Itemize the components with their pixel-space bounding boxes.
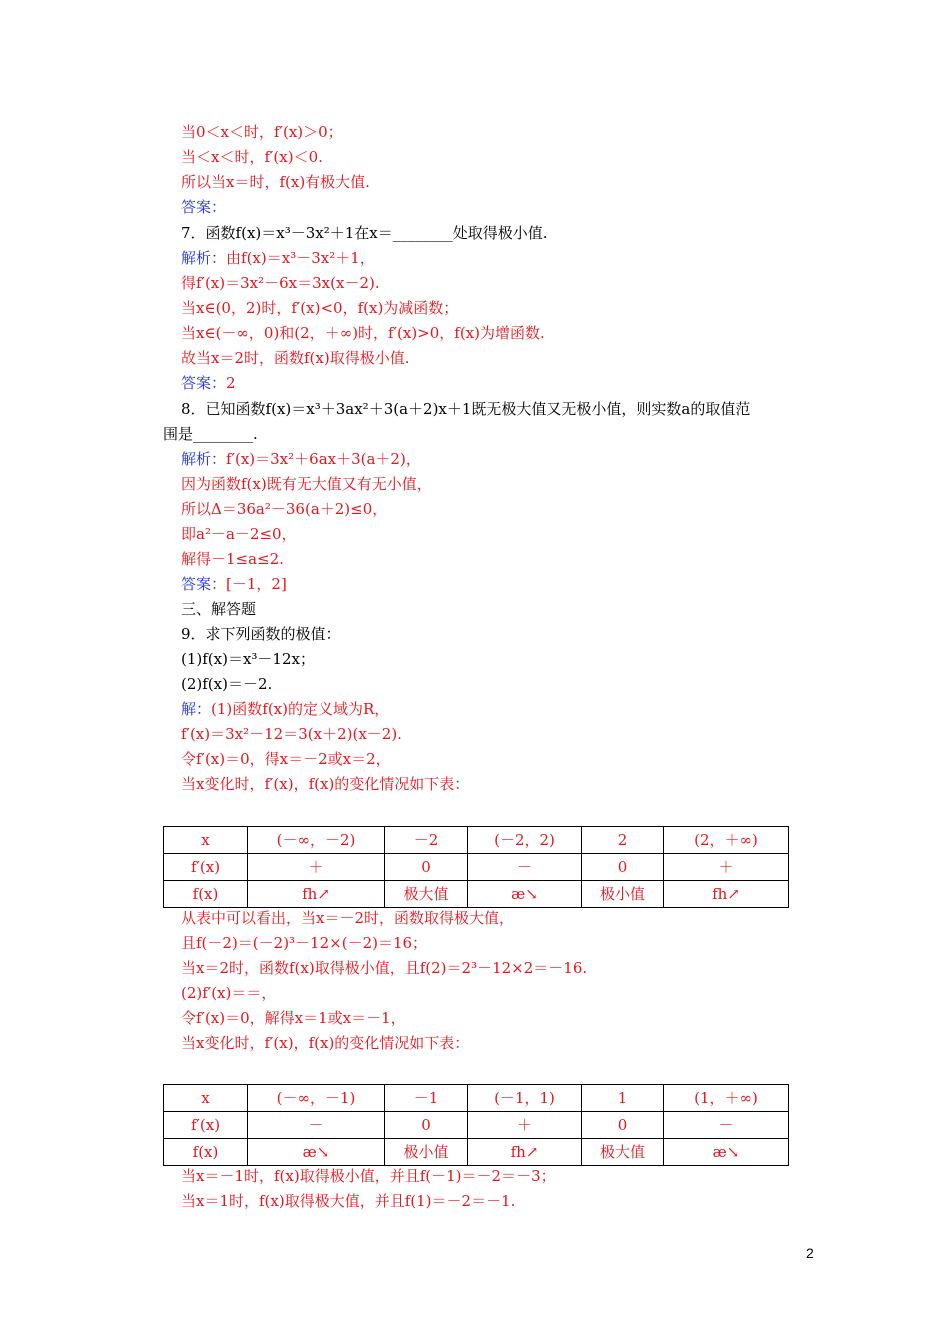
text-line: (2)f′(x)＝＝， [181, 984, 277, 1002]
text-line: 所以当x＝时，f(x)有极大值. [181, 173, 370, 191]
text-line: 所以Δ＝36a²－36(a＋2)≤0， [181, 500, 388, 518]
text-line: 故当x＝2时，函数f(x)取得极小值. [181, 349, 410, 367]
table-cell: f′(x) [164, 1112, 248, 1139]
text-line: 令f′(x)＝0，解得x＝1或x＝－1， [181, 1009, 406, 1027]
table-cell: － [664, 1112, 789, 1139]
text-line: 得f′(x)＝3x²－6x＝3x(x－2). [181, 274, 380, 292]
text-line: 当x∈(0，2)时，f′(x)<0，f(x)为减函数； [181, 299, 459, 317]
text-line: 9．求下列函数的极值： [181, 625, 341, 643]
text-line: 且f(－2)＝(－2)³－12×(－2)＝16； [181, 934, 428, 952]
table-cell: æ↘ [468, 881, 582, 908]
table-row [164, 1139, 789, 1166]
text-line: 令f′(x)＝0，得x＝－2或x＝2， [181, 750, 391, 768]
table-variation-2 [163, 1084, 789, 1166]
text-line: 当x∈(－∞，0)和(2，＋∞)时，f′(x)>0，f(x)为增函数. [181, 324, 545, 342]
table-cell: æ↘ [248, 1139, 385, 1166]
table-cell: f(x) [164, 1139, 248, 1166]
table-cell: ＋ [468, 1112, 582, 1139]
table-cell: 1 [582, 1085, 664, 1112]
text-line: f′(x)＝3x²－12＝3(x＋2)(x－2). [181, 725, 402, 743]
text-line: 围是________. [163, 425, 258, 443]
text-line: 当0＜x＜时，f′(x)＞0； [181, 123, 343, 141]
text-line: 答案：[－1，2] [181, 575, 287, 593]
text-line: 解析：f′(x)＝3x²＋6ax＋3(a＋2)， [181, 450, 421, 468]
table-cell: 极大值 [582, 1139, 664, 1166]
table-cell: (－1，1) [468, 1085, 582, 1112]
table-cell: (1，＋∞) [664, 1085, 789, 1112]
text-line: 8．已知函数f(x)＝x³＋3ax²＋3(a＋2)x＋1既无极大值又无极小值，则实数a的取值范 [181, 400, 751, 418]
text-line: 解：(1)函数f(x)的定义域为R， [181, 700, 390, 718]
page-number: 2 [806, 1245, 814, 1261]
text-line: 当x＝－1时，f(x)取得极小值，并且f(－1)＝－2＝－3； [181, 1167, 556, 1185]
table-cell: － [248, 1112, 385, 1139]
table-cell: － [468, 854, 582, 881]
table-cell: f(x) [164, 881, 248, 908]
text-line: 当x＝1时，f(x)取得极大值，并且f(1)＝－2＝－1. [181, 1192, 516, 1210]
text-line: 从表中可以看出，当x＝－2时，函数取得极大值， [181, 909, 515, 927]
table-row [164, 1112, 789, 1139]
table-cell: 0 [582, 854, 664, 881]
table-cell: æ↘ [664, 1139, 789, 1166]
table-cell: ＋ [664, 854, 789, 881]
text-line: 答案：2 [181, 374, 236, 392]
text-line: 7．函数f(x)＝x³－3x²＋1在x＝________处取得极小值. [181, 224, 548, 242]
table-cell: 极小值 [385, 1139, 468, 1166]
text-line: 解得－1≤a≤2. [181, 550, 284, 568]
text-line: 当x＝2时，函数f(x)取得极小值，且f(2)＝2³－12×2＝－16. [181, 959, 588, 977]
table-cell: f′(x) [164, 854, 248, 881]
table-row [164, 881, 789, 908]
table-row [164, 827, 789, 854]
table-cell: (－∞，－1) [248, 1085, 385, 1112]
table-row [164, 1085, 789, 1112]
text-line: (2)f(x)＝－2. [181, 675, 273, 693]
table-cell: ＋ [248, 854, 385, 881]
table-cell: －1 [385, 1085, 468, 1112]
table-cell: (－2，2) [468, 827, 582, 854]
table-cell: (2，＋∞) [664, 827, 789, 854]
table-cell: 0 [582, 1112, 664, 1139]
table-cell: 0 [385, 854, 468, 881]
table-cell: 0 [385, 1112, 468, 1139]
table-cell: x [164, 1085, 248, 1112]
table-cell: －2 [385, 827, 468, 854]
table-cell: fh↗ [664, 881, 789, 908]
table-cell: (－∞，－2) [248, 827, 385, 854]
text-line: 答案： [181, 198, 227, 216]
text-line: (1)f(x)＝x³－12x； [181, 650, 315, 668]
table-row [164, 854, 789, 881]
text-line: 解析：由f(x)＝x³－3x²＋1， [181, 249, 375, 267]
table-cell: 极小值 [582, 881, 664, 908]
text-line: 当x变化时，f′(x)，f(x)的变化情况如下表： [181, 775, 470, 793]
table-cell: 极大值 [385, 881, 468, 908]
table-cell: 2 [582, 827, 664, 854]
text-line: 即a²－a－2≤0， [181, 525, 297, 543]
text-line: 因为函数f(x)既有无大值又有无小值， [181, 475, 432, 493]
text-line: 当＜x＜时，f′(x)＜0. [181, 148, 323, 166]
text-line: 当x变化时，f′(x)，f(x)的变化情况如下表： [181, 1034, 470, 1052]
table-cell: x [164, 827, 248, 854]
table-cell: fh↗ [248, 881, 385, 908]
text-line: 三、解答题 [181, 600, 257, 618]
table-variation-1 [163, 826, 789, 908]
table-cell: fh↗ [468, 1139, 582, 1166]
